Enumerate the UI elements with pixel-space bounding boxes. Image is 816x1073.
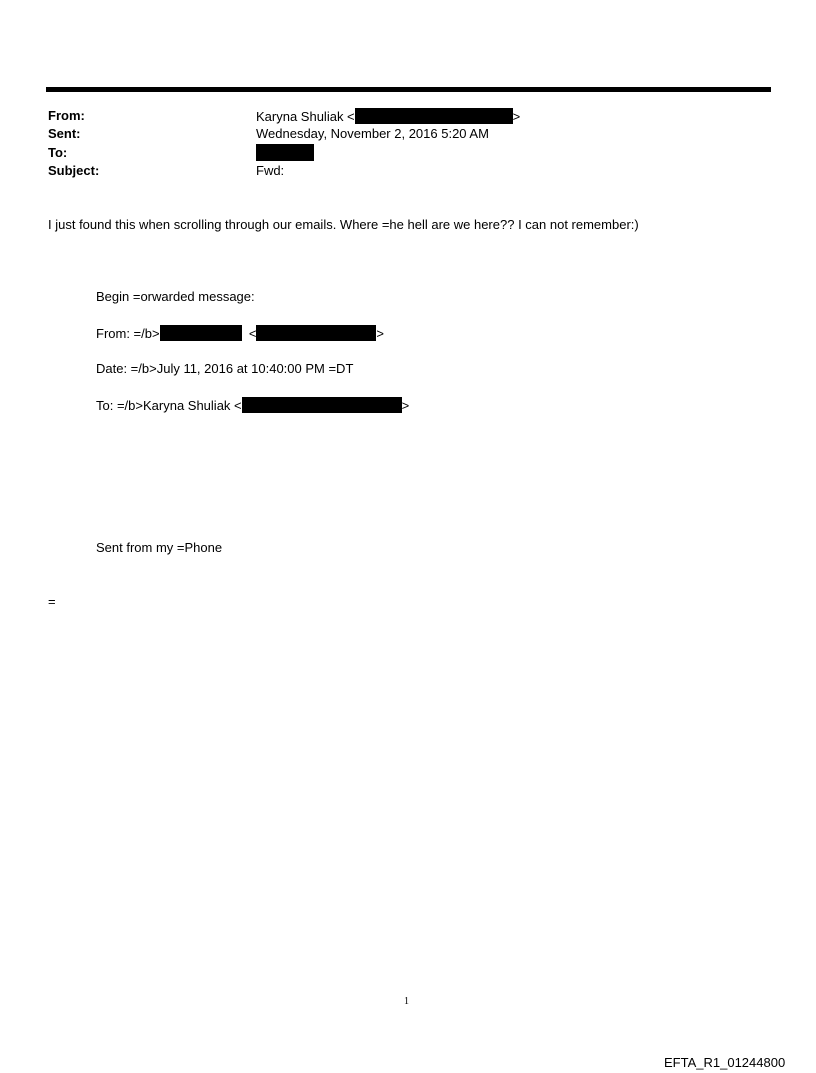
redaction-box [256, 325, 376, 341]
sent-value: Wednesday, November 2, 2016 5:20 AM [256, 126, 489, 141]
forwarded-from-line [96, 325, 384, 342]
forwarded-from-label: From: =/b> [96, 326, 160, 341]
from-label: From: [48, 108, 85, 123]
to-label: To: [48, 145, 68, 160]
from-value [256, 108, 520, 125]
from-close: > [512, 109, 521, 124]
forward-heading: Begin =orwarded message: [96, 289, 255, 304]
forwarded-to-label: To: =/b>Karyna Shuliak < [96, 398, 242, 413]
bates-number: EFTA_R1_01244800 [664, 1055, 786, 1070]
forwarded-from-close: > [376, 326, 384, 341]
signature-line: Sent from my =Phone [96, 540, 223, 555]
redaction-box [355, 108, 513, 124]
forwarded-to-line [96, 397, 409, 414]
redaction-box [256, 144, 314, 161]
page-number: 1 [404, 996, 409, 1007]
forwarded-to-close: > [401, 398, 410, 413]
intro-paragraph: I just found this when scrolling through our emails. Where =he hell are we here?? I can not remember:) [48, 217, 639, 232]
subject-value: Fwd: [256, 163, 285, 178]
forwarded-from-open: < [248, 326, 257, 341]
from-name: Karyna Shuliak < [256, 109, 355, 124]
subject-label: Subject: [48, 163, 100, 178]
redaction-box [242, 397, 402, 413]
trailing-mark: = [48, 594, 56, 609]
forwarded-date-line: Date: =/b>July 11, 2016 at 10:40:00 PM =DT [96, 361, 354, 376]
header-divider [46, 87, 771, 92]
to-value [256, 144, 314, 162]
sent-label: Sent: [48, 126, 81, 141]
redaction-box [160, 325, 242, 341]
